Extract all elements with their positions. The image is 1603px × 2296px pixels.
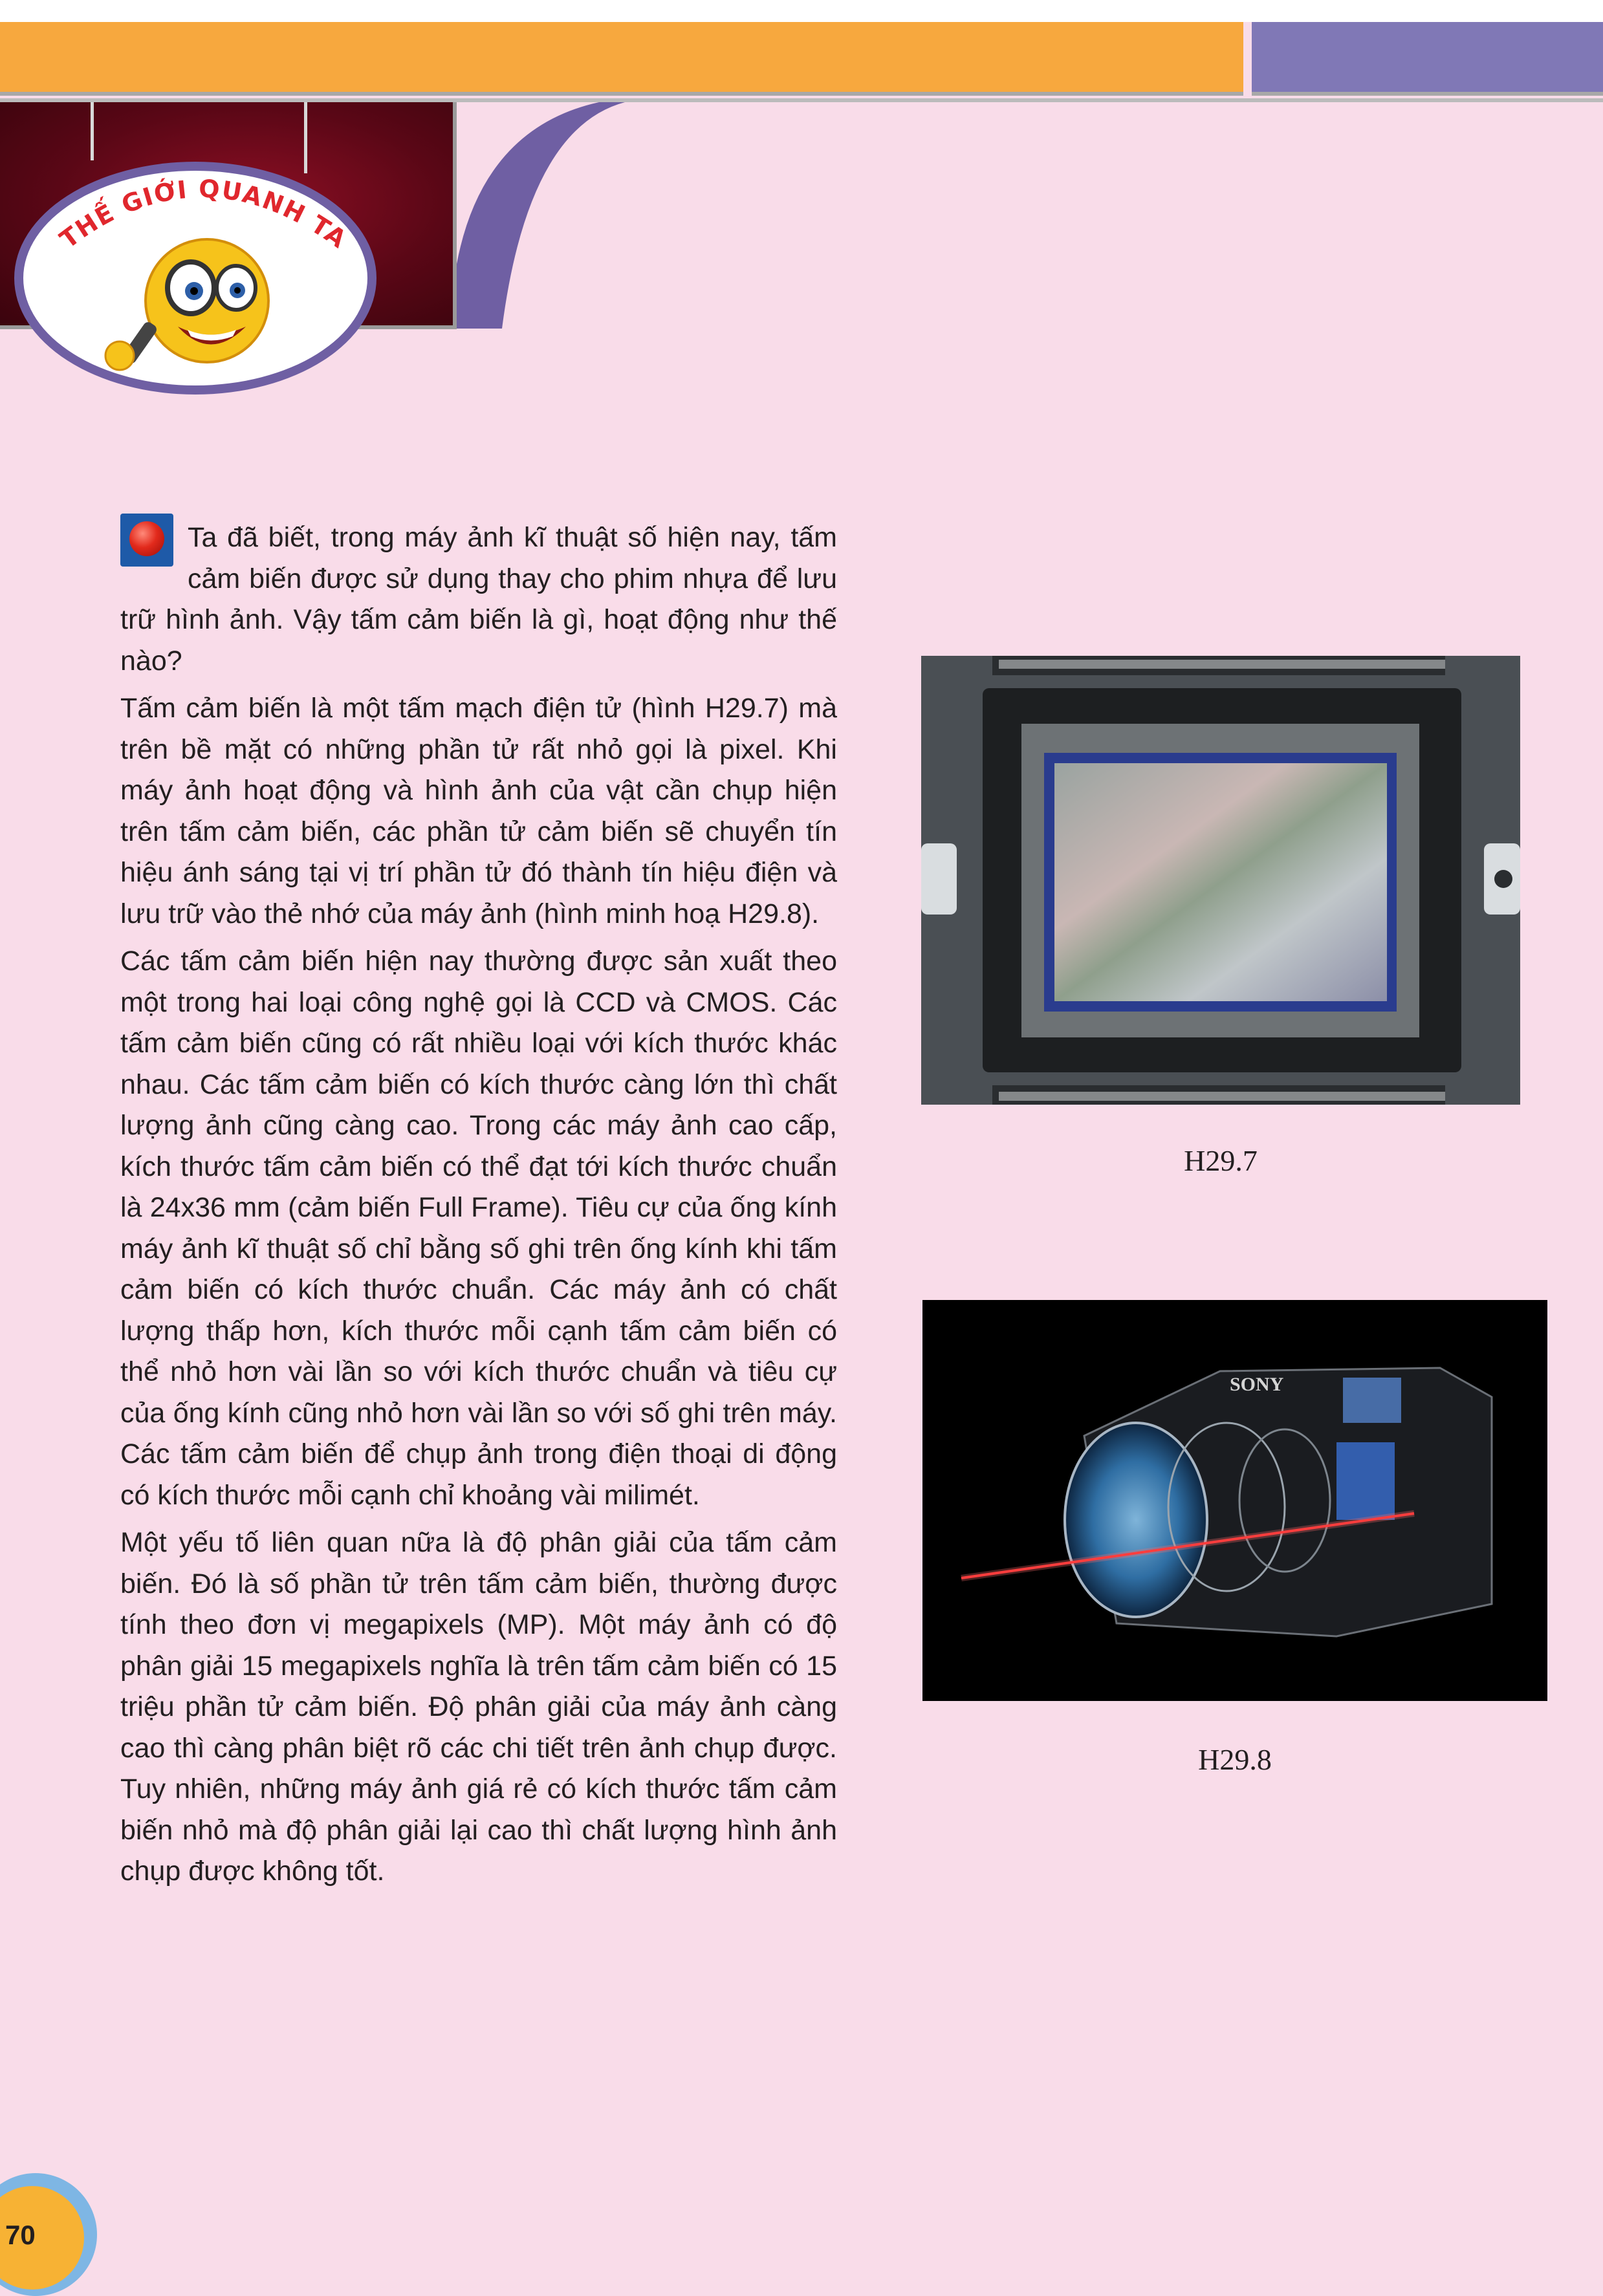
header-purple-bar (1252, 22, 1603, 96)
section-title: THẾ GIỚI QUANH TA (54, 174, 353, 254)
figure-caption-camera: H29.8 (1198, 1743, 1272, 1776)
body-paragraph: Một yếu tố liên quan nữa là độ phân giải của tấm cảm biến. Đó là số phần tử trên tấm cảm biến, thường được tính theo đơn vị megapixels (MP). Một máy ảnh có độ phân giải 15 megapixels nghĩa là trên tấm cảm biến có 15 triệu phần tử cảm biến. Độ phân giải của máy ảnh càng cao thì càng phân biệt rõ các chi tiết trên ảnh chụp được. Tuy nhiên, những máy ảnh giá rẻ có kích thước tấm cảm biến nhỏ mà độ phân giải lại cao thì chất lượng hình ảnh chụp được không tốt. (120, 1527, 837, 1887)
sensor-chip-image (921, 656, 1520, 1105)
top-strip (0, 0, 1603, 22)
hanger-line-left (91, 102, 94, 160)
body-text-column (120, 517, 837, 1899)
body-paragraph: Tấm cảm biến là một tấm mạch điện tử (hình H29.7) mà trên bề mặt có những phần tử rất nhỏ gọi là pixel. Khi máy ảnh hoạt động và hình ảnh của vật cần chụp hiện trên tấm cảm biến, các phần tử cảm biến sẽ chuyển tín hiệu ánh sáng tại vị trí phần tử đó thành tín hiệu điện và lưu trữ vào thẻ nhớ của máy ảnh (hình minh hoạ H29.8). (120, 693, 837, 929)
paragraph-text: Ta đã biết, trong máy ảnh kĩ thuật số hiện nay, tấm cảm biến được sử dụng thay cho phim nhựa để lưu trữ hình ảnh. Vậy tấm cảm biến là gì, hoạt động như thế nào? (120, 522, 837, 677)
magnifier-smiley-icon (94, 223, 281, 378)
page-number: 70 (5, 2220, 36, 2250)
camera-brand: SONY (1230, 1374, 1284, 1395)
body-paragraph-intro (120, 517, 837, 682)
body-paragraph: Các tấm cảm biến hiện nay thường được sản xuất theo một trong hai loại công nghệ gọi là CCD và CMOS. Các tấm cảm biến cũng có rất nhiều loại với kích thước khác nhau. Các tấm cảm biến có kích thước càng lớn thì chất lượng ảnh cũng càng cao. Trong các máy ảnh cao cấp, kích thước tấm cảm biến có thể đạt tới kích thước chuẩn là 24x36 mm (cảm biến Full Frame). Tiêu cự của ống kính máy ảnh kĩ thuật số chỉ bằng số ghi trên ống kính khi tấm cảm biến có kích thước chuẩn. Các máy ảnh có chất lượng thấp hơn, kích thước mỗi cạnh tấm cảm biến có thể nhỏ hơn vài lần so với kích thước chuẩn và tiêu cự của ống kính cũng nhỏ hơn vài lần so với số ghi trên máy. Các tấm cảm biến để chụp ảnh trong điện thoại di động có kích thước mỗi cạnh chỉ khoảng vài milimét. (120, 946, 837, 1511)
camera-cutaway-image (922, 1300, 1547, 1701)
banner-swoosh-shape (457, 102, 625, 329)
figure-caption-sensor: H29.7 (1184, 1144, 1258, 1177)
red-bullet-icon (120, 514, 173, 567)
header-orange-bar (0, 22, 1243, 96)
